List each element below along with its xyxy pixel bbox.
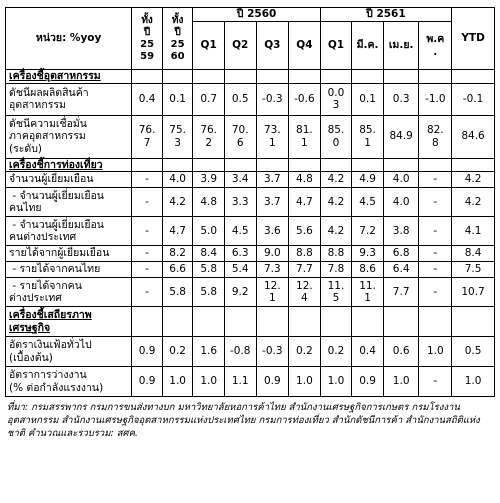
- section-title-cell: [6, 70, 132, 84]
- empty-cell: [256, 70, 289, 84]
- value-cell: 8.2: [162, 246, 193, 262]
- value-cell: 1.1: [224, 367, 256, 397]
- empty-cell: [320, 70, 352, 84]
- value-cell: 0.3: [383, 83, 419, 115]
- value-cell: 76. 7: [132, 115, 163, 158]
- empty-cell: [383, 158, 419, 172]
- value-cell: 0.9: [256, 367, 289, 397]
- value-cell: 0.4: [352, 337, 384, 367]
- value-cell: 70. 6: [224, 115, 256, 158]
- economic-indicators-table-container: [5, 7, 495, 440]
- value-cell: 3.7: [256, 188, 289, 217]
- value-cell: 3.8: [383, 217, 419, 246]
- value-cell: 8.4: [452, 246, 495, 262]
- value-cell: 76. 2: [193, 115, 225, 158]
- whole-year-2559-header: ทั้ง ปี 25 59: [132, 8, 163, 70]
- row-label: - จำนวนผู้เยี่ยมเยือน คนไทย: [6, 188, 132, 217]
- value-cell: 7.7: [289, 262, 321, 278]
- table-row: [6, 188, 495, 217]
- empty-cell: [193, 70, 225, 84]
- table-row: [6, 246, 495, 262]
- value-cell: 4.8: [289, 172, 321, 188]
- value-cell: -: [419, 217, 452, 246]
- value-cell: 1.0: [383, 367, 419, 397]
- value-cell: -: [419, 278, 452, 307]
- q3-2560-header: Q3: [256, 22, 289, 70]
- value-cell: -0.1: [452, 83, 495, 115]
- value-cell: 0.2: [320, 337, 352, 367]
- value-cell: -: [419, 262, 452, 278]
- value-cell: 4.2: [162, 188, 193, 217]
- value-cell: 0.2: [162, 337, 193, 367]
- value-cell: 3.3: [224, 188, 256, 217]
- value-cell: 1.6: [193, 337, 225, 367]
- section-title: เครื่องชี้การท่องเที่ยว: [9, 158, 103, 171]
- table-row: [6, 367, 495, 397]
- empty-cell: [132, 307, 163, 337]
- value-cell: 9.3: [352, 246, 384, 262]
- empty-cell: [452, 70, 495, 84]
- ytd-header: YTD: [452, 8, 495, 70]
- value-cell: 0.1: [162, 83, 193, 115]
- empty-cell: [162, 307, 193, 337]
- whole-year-2560-header: ทั้ง ปี 25 60: [162, 8, 193, 70]
- q4-2560-header: Q4: [289, 22, 321, 70]
- section-header-row: [6, 70, 495, 84]
- april-header: เม.ย.: [383, 22, 419, 70]
- empty-cell: [383, 70, 419, 84]
- value-cell: 81. 1: [289, 115, 321, 158]
- value-cell: -: [132, 246, 163, 262]
- empty-cell: [162, 158, 193, 172]
- q1-2561-header: Q1: [320, 22, 352, 70]
- value-cell: 4.5: [224, 217, 256, 246]
- value-cell: 11. 5: [320, 278, 352, 307]
- empty-cell: [132, 158, 163, 172]
- value-cell: 12. 1: [256, 278, 289, 307]
- table-body: [6, 70, 495, 397]
- value-cell: 8.6: [352, 262, 384, 278]
- value-cell: 4.1: [452, 217, 495, 246]
- value-cell: 75. 3: [162, 115, 193, 158]
- empty-cell: [452, 307, 495, 337]
- empty-cell: [193, 307, 225, 337]
- march-header: มี.ค.: [352, 22, 384, 70]
- value-cell: 5.8: [162, 278, 193, 307]
- empty-cell: [224, 70, 256, 84]
- value-cell: 5.8: [193, 262, 225, 278]
- empty-cell: [132, 70, 163, 84]
- row-label: อัตราเงินเฟ้อทั่วไป (เบื้องต้น): [6, 337, 132, 367]
- value-cell: -0.3: [256, 83, 289, 115]
- value-cell: 6.3: [224, 246, 256, 262]
- value-cell: -: [132, 262, 163, 278]
- empty-cell: [256, 158, 289, 172]
- value-cell: 0.1: [352, 83, 384, 115]
- value-cell: -0.6: [289, 83, 321, 115]
- value-cell: -: [419, 367, 452, 397]
- value-cell: 3.4: [224, 172, 256, 188]
- value-cell: 4.0: [383, 188, 419, 217]
- value-cell: 3.6: [256, 217, 289, 246]
- value-cell: 0.4: [132, 83, 163, 115]
- empty-cell: [289, 70, 321, 84]
- table-row: [6, 262, 495, 278]
- empty-cell: [224, 158, 256, 172]
- value-cell: 5.6: [289, 217, 321, 246]
- unit-header: หน่วย: %yoy: [6, 8, 132, 70]
- value-cell: 8.8: [289, 246, 321, 262]
- value-cell: 1.0: [162, 367, 193, 397]
- value-cell: 6.6: [162, 262, 193, 278]
- value-cell: 10.7: [452, 278, 495, 307]
- table-row: [6, 83, 495, 115]
- value-cell: 4.0: [162, 172, 193, 188]
- value-cell: 7.7: [383, 278, 419, 307]
- value-cell: 3.9: [193, 172, 225, 188]
- value-cell: 4.2: [452, 188, 495, 217]
- value-cell: 1.0: [419, 337, 452, 367]
- value-cell: 0.0 3: [320, 83, 352, 115]
- value-cell: 0.7: [193, 83, 225, 115]
- empty-cell: [320, 307, 352, 337]
- q2-2560-header: Q2: [224, 22, 256, 70]
- value-cell: 4.5: [352, 188, 384, 217]
- value-cell: 7.2: [352, 217, 384, 246]
- table-row: [6, 172, 495, 188]
- value-cell: 1.0: [289, 367, 321, 397]
- empty-cell: [352, 307, 384, 337]
- value-cell: 6.8: [383, 246, 419, 262]
- section-title: เครื่องชี้เสถียรภาพ เศรษฐกิจ: [9, 309, 92, 334]
- empty-cell: [419, 158, 452, 172]
- table-row: [6, 115, 495, 158]
- value-cell: 9.0: [256, 246, 289, 262]
- year-2561-header: ปี 2561: [320, 8, 451, 22]
- value-cell: 6.4: [383, 262, 419, 278]
- value-cell: 4.9: [352, 172, 384, 188]
- empty-cell: [352, 70, 384, 84]
- value-cell: 1.0: [452, 367, 495, 397]
- value-cell: 0.2: [289, 337, 321, 367]
- value-cell: 7.8: [320, 262, 352, 278]
- value-cell: 4.0: [383, 172, 419, 188]
- empty-cell: [289, 307, 321, 337]
- value-cell: 73. 1: [256, 115, 289, 158]
- value-cell: -: [419, 246, 452, 262]
- table-row: [6, 337, 495, 367]
- value-cell: 4.7: [289, 188, 321, 217]
- value-cell: 85. 0: [320, 115, 352, 158]
- row-label: - รายได้จากคนไทย: [6, 262, 132, 278]
- value-cell: 0.9: [352, 367, 384, 397]
- empty-cell: [419, 307, 452, 337]
- q1-2560-header: Q1: [193, 22, 225, 70]
- section-title-cell: [6, 158, 132, 172]
- value-cell: 3.7: [256, 172, 289, 188]
- row-label: ดัชนีผลผลิตสินค้า อุตสาหกรรม: [6, 83, 132, 115]
- value-cell: -: [132, 278, 163, 307]
- value-cell: 85. 1: [352, 115, 384, 158]
- value-cell: 5.8: [193, 278, 225, 307]
- value-cell: 1.0: [320, 367, 352, 397]
- value-cell: 0.9: [132, 367, 163, 397]
- value-cell: 8.4: [193, 246, 225, 262]
- empty-cell: [193, 158, 225, 172]
- section-header-row: [6, 158, 495, 172]
- value-cell: 4.2: [320, 172, 352, 188]
- value-cell: 0.6: [383, 337, 419, 367]
- empty-cell: [383, 307, 419, 337]
- value-cell: 4.2: [320, 217, 352, 246]
- value-cell: -1.0: [419, 83, 452, 115]
- value-cell: 84.6: [452, 115, 495, 158]
- value-cell: 7.3: [256, 262, 289, 278]
- row-label: อัตราการว่างงาน (% ต่อกำลังแรงงาน): [6, 367, 132, 397]
- section-header-row: [6, 307, 495, 337]
- empty-cell: [162, 70, 193, 84]
- value-cell: 0.5: [224, 83, 256, 115]
- empty-cell: [256, 307, 289, 337]
- value-cell: 0.9: [132, 337, 163, 367]
- value-cell: -: [419, 172, 452, 188]
- value-cell: 5.0: [193, 217, 225, 246]
- value-cell: 9.2: [224, 278, 256, 307]
- empty-cell: [224, 307, 256, 337]
- value-cell: -0.3: [256, 337, 289, 367]
- value-cell: 4.2: [320, 188, 352, 217]
- value-cell: 8.8: [320, 246, 352, 262]
- economic-indicators-table: [5, 7, 495, 397]
- value-cell: 4.7: [162, 217, 193, 246]
- section-title-cell: [6, 307, 132, 337]
- may-header: พ.ค .: [419, 22, 452, 70]
- value-cell: 12. 4: [289, 278, 321, 307]
- value-cell: -: [132, 172, 163, 188]
- value-cell: 84.9: [383, 115, 419, 158]
- value-cell: -: [132, 217, 163, 246]
- source-note: ที่มา: กรมสรรพากร กรมการขนส่งทางบก มหาวิทยาลัยหอการค้าไทย สำนักงานเศรษฐกิจการเกษตร กรมโรงงานอุตสาหกรรม สำนักงานเศรษฐกิจอุตสาหกรรมแห่งประเทศไทย กรมการท่องเที่ยว สำนักดัชนีการค้า สำนักงานสถิติแห่งชาติ คำนวณและรวบรวม: สศค.: [7, 402, 480, 439]
- empty-cell: [289, 158, 321, 172]
- empty-cell: [452, 158, 495, 172]
- value-cell: 0.5: [452, 337, 495, 367]
- value-cell: 5.4: [224, 262, 256, 278]
- row-label: - รายได้จากคน ต่างประเทศ: [6, 278, 132, 307]
- value-cell: 4.2: [452, 172, 495, 188]
- value-cell: -: [132, 188, 163, 217]
- value-cell: 82. 8: [419, 115, 452, 158]
- year-2560-header: ปี 2560: [193, 8, 320, 22]
- value-cell: 1.0: [193, 367, 225, 397]
- empty-cell: [320, 158, 352, 172]
- empty-cell: [419, 70, 452, 84]
- row-label: - จำนวนผู้เยี่ยมเยือน คนต่างประเทศ: [6, 217, 132, 246]
- value-cell: 7.5: [452, 262, 495, 278]
- table-row: [6, 278, 495, 307]
- section-title: เครื่องชี้อุตสาหกรรม: [9, 70, 101, 82]
- empty-cell: [352, 158, 384, 172]
- table-row: [6, 217, 495, 246]
- row-label: ดัชนีความเชื่อมั่น ภาคอุตสาหกรรม (ระดับ): [6, 115, 132, 158]
- value-cell: 4.8: [193, 188, 225, 217]
- value-cell: -: [419, 188, 452, 217]
- value-cell: 11. 1: [352, 278, 384, 307]
- row-label: รายได้จากผู้เยี่ยมเยือน: [6, 246, 132, 262]
- row-label: จำนวนผู้เยี่ยมเยือน: [6, 172, 132, 188]
- value-cell: -0.8: [224, 337, 256, 367]
